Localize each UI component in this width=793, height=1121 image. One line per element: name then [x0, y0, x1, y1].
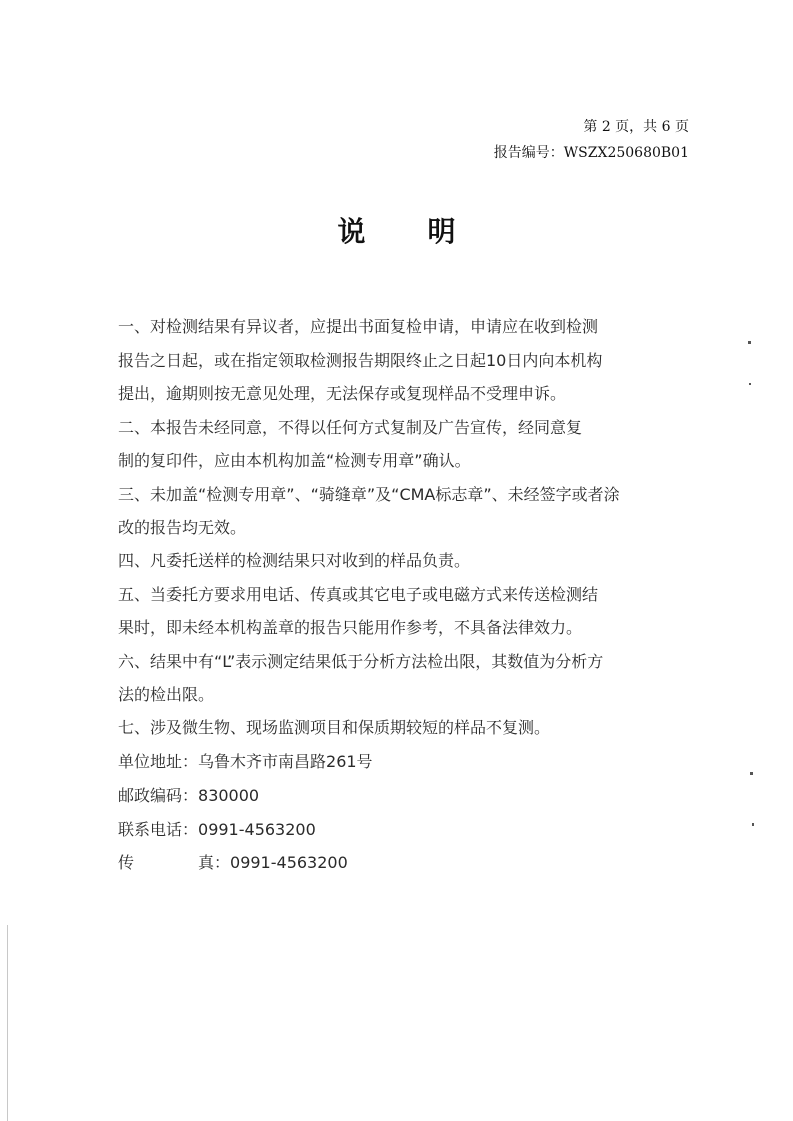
statement-line: 制的复印件，应由本机构加盖“检测专用章”确认。 — [118, 451, 471, 470]
statement-line: 报告之日起，或在指定领取检测报告期限终止之日起10日内向本机构 — [118, 351, 603, 370]
fax-value: 0991-4563200 — [230, 853, 348, 872]
phone-label: 联系电话： — [118, 820, 199, 839]
address-value: 乌鲁木齐市南昌路261号 — [198, 752, 373, 771]
statement-line: 五、当委托方要求用电话、传真或其它电子或电磁方式来传送检测结 — [118, 585, 599, 604]
fax-line — [118, 850, 348, 873]
scan-edge-line — [7, 925, 8, 1121]
fax-label-part-2: 真： — [198, 853, 231, 872]
phone-value: 0991-4563200 — [198, 820, 316, 839]
postcode-value: 830000 — [198, 786, 260, 805]
statement-line: 法的检出限。 — [118, 685, 215, 704]
statement-line: 一、对检测结果有异议者，应提出书面复检申请，申请应在收到检测 — [118, 317, 599, 336]
statement-line: 六、结果中有“L”表示测定结果低于分析方法检出限，其数值为分析方 — [118, 652, 604, 671]
statement-line: 果时，即未经本机构盖章的报告只能用作参考，不具备法律效力。 — [118, 618, 583, 637]
scan-speck — [749, 383, 751, 385]
page-title: 说明 — [337, 215, 518, 248]
postcode-line — [118, 783, 259, 806]
statement-line: 提出，逾期则按无意见处理，无法保存或复现样品不受理申诉。 — [118, 384, 567, 403]
statement-line: 四、凡委托送样的检测结果只对收到的样品负责。 — [118, 551, 471, 570]
statement-line: 三、未加盖“检测专用章”、“骑缝章”及“CMA标志章”、未经签字或者涂 — [118, 485, 620, 504]
scan-speck — [750, 772, 753, 775]
page-indicator: 第 2 页，共 6 页 — [583, 119, 689, 135]
statement-line: 七、涉及微生物、现场监测项目和保质期较短的样品不复测。 — [118, 718, 551, 737]
statement-line: 二、本报告未经同意，不得以任何方式复制及广告宣传，经同意复 — [118, 418, 583, 437]
fax-label — [118, 850, 198, 873]
fax-label-part-1: 传 — [118, 853, 135, 872]
statement-line: 改的报告均无效。 — [118, 518, 247, 537]
address-line — [118, 749, 373, 772]
scan-speck — [748, 341, 751, 344]
report-number: 报告编号：WSZX250680B01 — [493, 145, 689, 161]
phone-line — [118, 817, 316, 840]
scan-speck — [752, 823, 754, 826]
address-label: 单位地址： — [118, 752, 199, 771]
postcode-label: 邮政编码： — [118, 786, 199, 805]
